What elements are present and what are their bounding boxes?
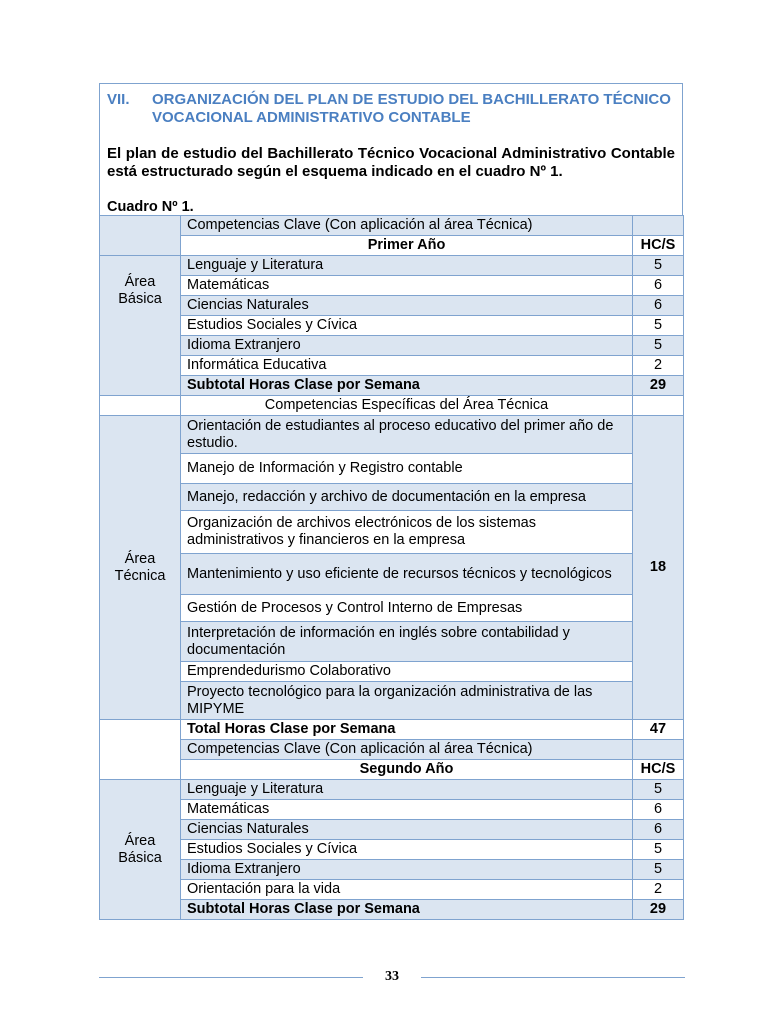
blank-cell bbox=[633, 740, 684, 760]
intro-paragraph: El plan de estudio del Bachillerato Técnico Vocacional Administrativo Contable está estructurado según el esquema indicado en el cuadro Nº 1. bbox=[107, 145, 675, 180]
technical-subject: Mantenimiento y uso eficiente de recursos técnicos y tecnológicos bbox=[181, 554, 633, 595]
page-number: 33 bbox=[385, 969, 399, 984]
blank-cell bbox=[100, 216, 181, 256]
area-basica-text: Área Básica bbox=[118, 832, 162, 866]
subject-name: Ciencias Naturales bbox=[181, 820, 633, 840]
blank-cell bbox=[633, 396, 684, 416]
subject-hours: 5 bbox=[633, 316, 684, 336]
blank-cell bbox=[100, 720, 181, 780]
hc-header: HC/S bbox=[633, 760, 684, 780]
subject-name: Orientación para la vida bbox=[181, 880, 633, 900]
subject-hours: 5 bbox=[633, 336, 684, 356]
total-label: Total Horas Clase por Semana bbox=[181, 720, 633, 740]
subject-name: Ciencias Naturales bbox=[181, 296, 633, 316]
section-frame bbox=[99, 83, 683, 216]
subtotal-value: 29 bbox=[633, 376, 684, 396]
subject-name: Informática Educativa bbox=[181, 356, 633, 376]
year-label: Primer Año bbox=[181, 236, 633, 256]
subject-name: Idioma Extranjero bbox=[181, 860, 633, 880]
subject-hours: 2 bbox=[633, 356, 684, 376]
total-value: 47 bbox=[633, 720, 684, 740]
subject-name: Idioma Extranjero bbox=[181, 336, 633, 356]
subject-name: Matemáticas bbox=[181, 800, 633, 820]
year-label: Segundo Año bbox=[181, 760, 633, 780]
subject-hours: 6 bbox=[633, 276, 684, 296]
area-basica-text: Área Básica bbox=[118, 274, 162, 307]
subject-name: Lenguaje y Literatura bbox=[181, 780, 633, 800]
subject-hours: 5 bbox=[633, 860, 684, 880]
subtotal-value: 29 bbox=[633, 900, 684, 920]
technical-subject: Interpretación de información en inglés sobre contabilidad y documentación bbox=[181, 622, 633, 662]
subject-name: Lenguaje y Literatura bbox=[181, 256, 633, 276]
competencias-especificas-label: Competencias Específicas del Área Técnica bbox=[181, 396, 633, 416]
subject-hours: 6 bbox=[633, 296, 684, 316]
blank-cell bbox=[100, 396, 181, 416]
technical-subject: Emprendedurismo Colaborativo bbox=[181, 662, 633, 682]
area-tecnica-label bbox=[100, 416, 181, 720]
competencias-clave-label: Competencias Clave (Con aplicación al área Técnica) bbox=[181, 216, 633, 236]
area-basica-label bbox=[100, 780, 181, 920]
technical-subject: Proyecto tecnológico para la organización administrativa de las MIPYME bbox=[181, 682, 633, 720]
competencias-clave-label: Competencias Clave (Con aplicación al área Técnica) bbox=[181, 740, 633, 760]
technical-subject: Organización de archivos electrónicos de los sistemas administrativos y financieros en la empresa bbox=[181, 511, 633, 554]
section-heading bbox=[107, 91, 677, 127]
technical-subject: Orientación de estudiantes al proceso educativo del primer año de estudio. bbox=[181, 416, 633, 454]
section-title: ORGANIZACIÓN DEL PLAN DE ESTUDIO DEL BACHILLERATO TÉCNICO VOCACIONAL ADMINISTRATIVO CONTABLE bbox=[152, 91, 671, 126]
table-caption: Cuadro Nº 1. bbox=[107, 199, 194, 215]
footer-rule-right bbox=[421, 977, 685, 978]
technical-subject: Manejo, redacción y archivo de documentación en la empresa bbox=[181, 484, 633, 511]
section-number: VII. bbox=[107, 91, 130, 108]
technical-subject: Manejo de Información y Registro contable bbox=[181, 454, 633, 484]
blank-cell bbox=[633, 216, 684, 236]
subject-hours: 2 bbox=[633, 880, 684, 900]
subject-name: Estudios Sociales y Cívica bbox=[181, 316, 633, 336]
subject-hours: 5 bbox=[633, 780, 684, 800]
subject-name: Estudios Sociales y Cívica bbox=[181, 840, 633, 860]
subtotal-label: Subtotal Horas Clase por Semana bbox=[181, 900, 633, 920]
study-plan-table bbox=[99, 215, 684, 920]
subject-name: Matemáticas bbox=[181, 276, 633, 296]
area-tecnica-text: Área Técnica bbox=[114, 550, 166, 584]
footer-rule-left bbox=[99, 977, 363, 978]
subject-hours: 6 bbox=[633, 800, 684, 820]
technical-subject: Gestión de Procesos y Control Interno de Empresas bbox=[181, 595, 633, 622]
subtotal-label: Subtotal Horas Clase por Semana bbox=[181, 376, 633, 396]
subject-hours: 5 bbox=[633, 840, 684, 860]
subject-hours: 5 bbox=[633, 256, 684, 276]
area-basica-label bbox=[100, 256, 181, 396]
technical-hours: 18 bbox=[633, 416, 684, 720]
subject-hours: 6 bbox=[633, 820, 684, 840]
hc-header: HC/S bbox=[633, 236, 684, 256]
